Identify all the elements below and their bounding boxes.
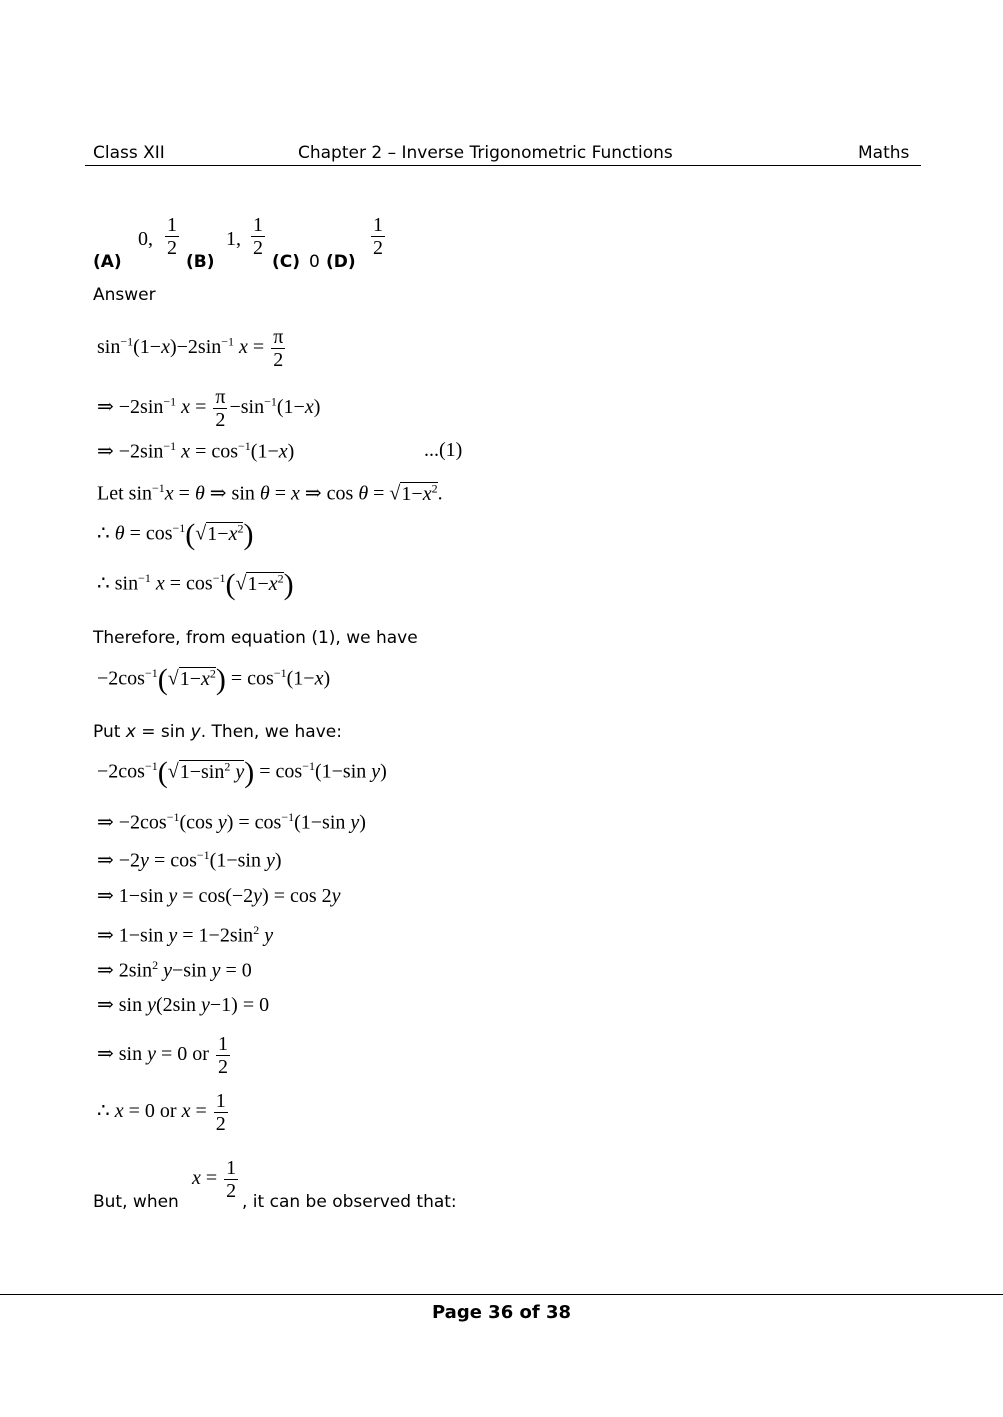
equation-2: ⇒ $-2\sin^{-1}$ x = $\frac{\pi}{2}$ $-\sin^{-1}(1-x)$ [97,386,321,431]
equation-step-7: ⇒ sin y(2sin y−1) = 0 [97,994,270,1016]
equation-step-9: ∴ x = 0 or x = $\frac{1}{2}$ [97,1090,226,1135]
header-chapter: Chapter 2 – Inverse Trigonometric Functions [298,143,673,163]
equation-step-3: ⇒ $-2y = \cos^{-1}(1-\sin$ y) [97,848,282,872]
option-d-label: (D) [326,252,356,272]
header-subject: Maths [858,143,910,163]
option-b-value: 1, [226,228,241,250]
put-text: Put x = sin y. Then, we have: [93,722,342,742]
equation-substituted: $-2\cos^{-1}(√1-x^2) = \cos^{-1}(1-x)$ [97,663,331,696]
header-rule [85,165,921,166]
option-d-fraction: $\frac{1}{2}$ [373,214,383,259]
option-a-fraction: $\frac{1}{2}$ [167,214,177,259]
option-a-value: 0, [138,228,153,250]
equation-1: $\sin^{-1}(1-x)-2\sin^{-1}$ x = $\frac{\pi}{2}$ [97,326,284,371]
option-b-fraction: $\frac{1}{2}$ [253,214,263,259]
footer-rule [0,1294,1003,1295]
equation-3: ⇒ $-2\sin^{-1}$ $x = \cos^{-1}(1-x)$ [97,439,295,463]
equation-ref-1: ...(1) [424,439,463,461]
equation-step-1: $-2\cos^{-1}(√1-\sin^2$ $y) = \cos^{-1}(1-\sin$ y) [97,756,387,789]
observed-text: , it can be observed that: [242,1192,457,1212]
equation-theta: ∴ $\theta = \cos^{-1}(√1-x^2)$ [97,518,254,551]
but-when-fraction: x = $\frac{1}{2}$ [192,1157,237,1202]
equation-step-2: ⇒ $-2\cos^{-1}(\cos$ $y) = \cos^{-1}(1-\sin$ y) [97,810,366,834]
equation-let: Let $\sin^{-1}x = \theta$ ⇒ sin θ = x ⇒ $\cos \theta = √1-x^2$. [97,481,443,505]
equation-sin-inverse: ∴ $\sin^{-1} x = \cos^{-1}(√1-x^2)$ [97,568,294,601]
page-number: Page 36 of 38 [431,1302,572,1323]
header-class: Class XII [93,143,165,163]
therefore-text: Therefore, from equation (1), we have [93,628,418,648]
option-c-label: (C) [272,252,301,272]
option-c-value: 0 [309,252,320,272]
option-a-label: (A) [93,252,122,272]
option-b-label: (B) [186,252,215,272]
equation-step-8: ⇒ sin y = 0 or $\frac{1}{2}$ [97,1033,228,1078]
equation-step-6: ⇒ $2\sin^2$ y−sin y = 0 [97,958,252,982]
equation-step-4: ⇒ 1−sin y = cos(−2y) = cos 2y [97,885,341,907]
answer-label: Answer [93,285,156,305]
but-when-text: But, when [93,1192,179,1212]
equation-step-5: ⇒ 1−sin $y = 1-2\sin^2$ y [97,923,274,947]
